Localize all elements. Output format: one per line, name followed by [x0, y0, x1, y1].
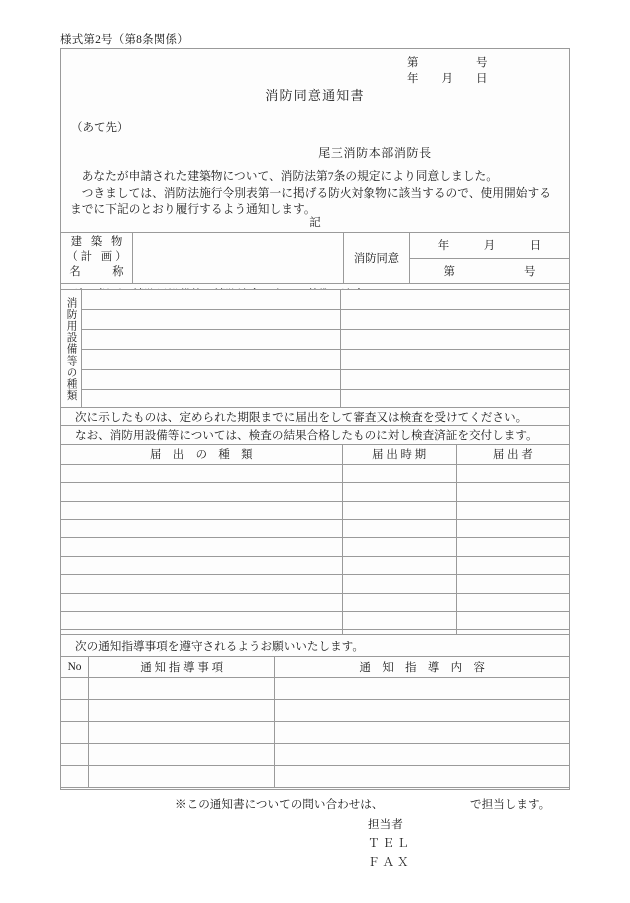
- notification-kind-cell[interactable]: [61, 464, 343, 482]
- table-row: [61, 766, 570, 788]
- equipment-cell[interactable]: [82, 290, 341, 310]
- notification-timing-cell[interactable]: [342, 464, 456, 482]
- table-row: [61, 519, 570, 537]
- guidance-no-cell[interactable]: [61, 700, 89, 722]
- form-outer-box: [60, 48, 570, 790]
- guidance-no-cell[interactable]: [61, 744, 89, 766]
- column-header-timing: 届 出 時 期: [342, 444, 456, 464]
- table-row: [61, 290, 570, 310]
- notification-submitter-cell[interactable]: [456, 464, 569, 482]
- table-row: [61, 744, 570, 766]
- consent-date-field[interactable]: 年 月 日: [410, 233, 570, 259]
- equipment-table-wrapper: [60, 289, 570, 410]
- document-number-line: 第 号: [407, 57, 488, 69]
- ki-marker: 記: [309, 217, 321, 229]
- notification-submitter-cell[interactable]: [456, 538, 569, 556]
- notification-submitter-cell[interactable]: [456, 501, 569, 519]
- notification-kind-cell[interactable]: [61, 611, 343, 629]
- guidance-item-cell[interactable]: [89, 744, 275, 766]
- consent-number-field[interactable]: 第 号: [410, 258, 570, 284]
- guidance-content-cell[interactable]: [275, 722, 570, 744]
- page-title: 消防同意通知書: [265, 88, 365, 103]
- guidance-item-cell[interactable]: [89, 722, 275, 744]
- notification-submitter-cell[interactable]: [456, 611, 569, 629]
- table-row: [61, 501, 570, 519]
- table-row: [61, 611, 570, 629]
- guidance-content-cell[interactable]: [275, 700, 570, 722]
- body-paragraph-2: つきましては、消防法施行令別表第一に掲げる防火対象物に該当するので、使用開始するまでに下記のとおり履行するよう通知します。: [70, 186, 551, 216]
- table-row: [61, 310, 570, 330]
- notification-timing-cell[interactable]: [342, 575, 456, 593]
- notification-kind-cell[interactable]: [61, 575, 343, 593]
- table-row: [61, 575, 570, 593]
- footer-contact-person-label: 担当者: [368, 818, 403, 831]
- guidance-item-cell[interactable]: [89, 700, 275, 722]
- table-row: [61, 233, 570, 259]
- form-number-label: 様式第2号（第8条関係）: [60, 34, 189, 46]
- footer-tel-label: Ｔ Ｅ Ｌ: [368, 837, 409, 850]
- guidance-note: 次の通知指導事項を遵守されるようお願いいたします。: [61, 635, 570, 657]
- footer-inquiry-prefix: ※この通知書についての問い合わせは、: [175, 798, 384, 811]
- notification-timing-cell[interactable]: [342, 519, 456, 537]
- body-paragraphs: [70, 169, 562, 219]
- notification-timing-cell[interactable]: [342, 611, 456, 629]
- notification-timing-cell[interactable]: [342, 501, 456, 519]
- notification-submitter-cell[interactable]: [456, 556, 569, 574]
- guidance-content-cell[interactable]: [275, 678, 570, 700]
- building-label-line-2: （計 画）: [66, 251, 130, 263]
- building-label-line-1: 建 築 物: [70, 236, 126, 248]
- notification-timing-cell[interactable]: [342, 556, 456, 574]
- equipment-cell[interactable]: [340, 290, 569, 310]
- addressee-label: （あて先）: [71, 122, 129, 134]
- guidance-table: [60, 634, 570, 788]
- footer-inquiry-line: [0, 796, 630, 848]
- notification-submitter-cell[interactable]: [456, 593, 569, 611]
- equipment-cell[interactable]: [82, 370, 341, 390]
- notification-kind-cell[interactable]: [61, 483, 343, 501]
- building-name-label: [61, 233, 133, 284]
- notification-timing-cell[interactable]: [342, 538, 456, 556]
- guidance-item-cell[interactable]: [89, 678, 275, 700]
- document-date-line: 年 月 日: [407, 73, 488, 85]
- guidance-no-cell[interactable]: [61, 722, 89, 744]
- table-row: [61, 538, 570, 556]
- table-row: [61, 722, 570, 744]
- guidance-content-cell[interactable]: [275, 766, 570, 788]
- building-label-line-3: 名 称: [69, 266, 127, 278]
- notification-note-2: なお、消防用設備等については、検査の結果合格したものに対し検査済証を交付します。: [61, 426, 570, 444]
- guidance-item-cell[interactable]: [89, 766, 275, 788]
- body-paragraph-1: あなたが申請された建築物について、消防法第7条の規定により同意しました。: [81, 170, 498, 183]
- table-row: [61, 350, 570, 370]
- table-row: [61, 678, 570, 700]
- notification-kind-cell[interactable]: [61, 519, 343, 537]
- notification-submitter-cell[interactable]: [456, 483, 569, 501]
- column-header-no: No: [61, 657, 89, 678]
- equipment-cell[interactable]: [82, 310, 341, 330]
- notification-kind-cell[interactable]: [61, 501, 343, 519]
- notification-timing-cell[interactable]: [342, 593, 456, 611]
- table-row: [61, 408, 570, 426]
- column-header-content: 通 知 指 導 内 容: [275, 657, 570, 678]
- table-header-row: [61, 444, 570, 464]
- guidance-no-cell[interactable]: [61, 678, 89, 700]
- column-header-kind: 届 出 の 種 類: [61, 444, 343, 464]
- table-row: [61, 635, 570, 657]
- footer-contact-block: [368, 815, 409, 872]
- equipment-cell[interactable]: [340, 370, 569, 390]
- equipment-cell[interactable]: [340, 310, 569, 330]
- building-name-field[interactable]: [133, 233, 344, 284]
- equipment-vertical-label-text: 消防用設備等の種類: [65, 297, 77, 402]
- guidance-no-cell[interactable]: [61, 766, 89, 788]
- table-row: [61, 330, 570, 350]
- table-row: [61, 483, 570, 501]
- footer-inquiry-suffix: で担当します。: [470, 798, 551, 811]
- footer-fax-label: Ｆ Ａ Ｘ: [368, 856, 409, 869]
- notification-submitter-cell[interactable]: [456, 519, 569, 537]
- notification-kind-cell[interactable]: [61, 593, 343, 611]
- guidance-content-cell[interactable]: [275, 744, 570, 766]
- table-row: [61, 700, 570, 722]
- equipment-vertical-label: [61, 290, 82, 410]
- table-row: [61, 464, 570, 482]
- table-row: [61, 556, 570, 574]
- notification-submitter-cell[interactable]: [456, 575, 569, 593]
- table-header-row: [61, 657, 570, 678]
- table-row: [61, 370, 570, 390]
- equipment-cell[interactable]: [340, 330, 569, 350]
- fire-consent-label: 消防同意: [344, 233, 410, 284]
- notification-table-wrapper: [60, 407, 570, 667]
- notification-timing-cell[interactable]: [342, 483, 456, 501]
- notification-kind-cell[interactable]: [61, 556, 343, 574]
- equipment-table: [60, 289, 570, 410]
- column-header-submitter: 届 出 者: [456, 444, 569, 464]
- equipment-cell[interactable]: [82, 350, 341, 370]
- guidance-table-wrapper: [60, 634, 570, 788]
- table-row: [61, 426, 570, 444]
- notification-kind-cell[interactable]: [61, 538, 343, 556]
- equipment-cell[interactable]: [340, 350, 569, 370]
- notification-note-1: 次に示したものは、定められた期限までに届出をして審査又は検査を受けてください。: [61, 408, 570, 426]
- issuer-name: 尾三消防本部消防長: [318, 146, 432, 160]
- table-row: [61, 593, 570, 611]
- notification-table: [60, 407, 570, 667]
- column-header-item: 通 知 指 導 事 項: [89, 657, 275, 678]
- equipment-cell[interactable]: [82, 330, 341, 350]
